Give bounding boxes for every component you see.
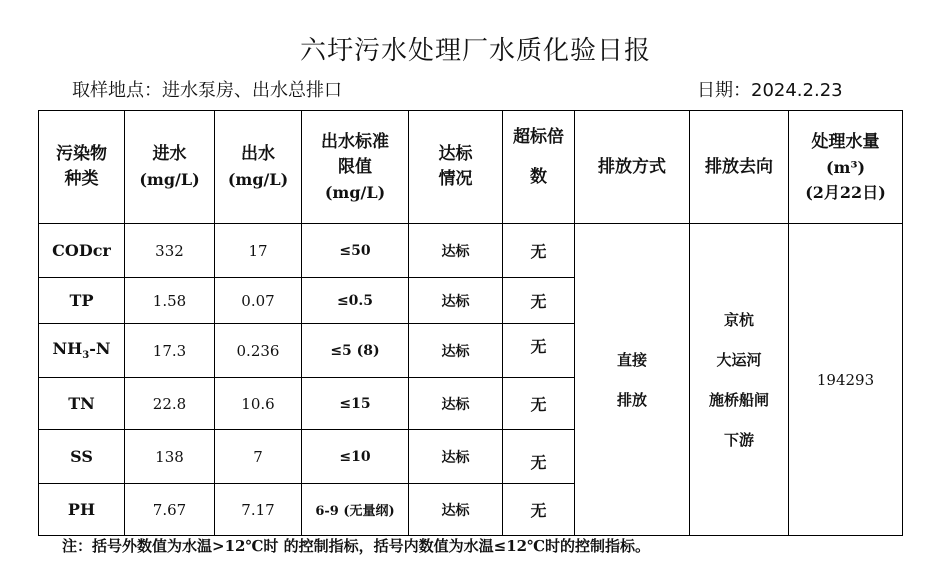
pollutant-name: SS bbox=[39, 430, 125, 484]
compliance-status: 达标 bbox=[409, 430, 503, 484]
standard-limit: 6-9 (无量纲) bbox=[302, 484, 409, 536]
exceed-multiple: 无 bbox=[503, 224, 575, 278]
compliance-status: 达标 bbox=[409, 324, 503, 378]
outflow-value: 0.07 bbox=[215, 278, 302, 324]
pollutant-name: TN bbox=[39, 378, 125, 430]
outflow-value: 7 bbox=[215, 430, 302, 484]
inflow-value: 7.67 bbox=[125, 484, 215, 536]
standard-limit: ≤0.5 bbox=[302, 278, 409, 324]
inflow-value: 332 bbox=[125, 224, 215, 278]
exceed-multiple: 无 bbox=[503, 278, 575, 324]
header-row bbox=[39, 111, 903, 224]
pollutant-name: CODcr bbox=[39, 224, 125, 278]
header-outflow: 出水 (mg/L) bbox=[215, 111, 302, 224]
standard-limit: ≤5 (8) bbox=[302, 324, 409, 378]
standard-limit: ≤15 bbox=[302, 378, 409, 430]
treated-volume: 194293 bbox=[789, 224, 903, 536]
report-date: 日期：2024.2.23 bbox=[697, 80, 843, 101]
outflow-value: 17 bbox=[215, 224, 302, 278]
header-discharge-direction: 排放去向 bbox=[690, 111, 789, 224]
sampling-location: 取样地点：进水泵房、出水总排口 bbox=[72, 80, 342, 101]
water-quality-table bbox=[38, 110, 903, 536]
header-status: 达标 情况 bbox=[409, 111, 503, 224]
outflow-value: 10.6 bbox=[215, 378, 302, 430]
footnote: 注：括号外数值为水温>12℃时 的控制指标，括号内数值为水温≤12℃时的控制指标。 bbox=[62, 537, 651, 555]
header-inflow: 进水 (mg/L) bbox=[125, 111, 215, 224]
compliance-status: 达标 bbox=[409, 378, 503, 430]
compliance-status: 达标 bbox=[409, 224, 503, 278]
header-pollutant: 污染物 种类 bbox=[39, 111, 125, 224]
exceed-multiple: 无 bbox=[503, 430, 575, 484]
standard-limit: ≤10 bbox=[302, 430, 409, 484]
exceed-multiple: 无 bbox=[503, 378, 575, 430]
header-exceed: 超标倍 数 bbox=[503, 111, 575, 224]
exceed-multiple: 无 bbox=[503, 324, 575, 378]
header-discharge-method: 排放方式 bbox=[575, 111, 690, 224]
compliance-status: 达标 bbox=[409, 278, 503, 324]
inflow-value: 138 bbox=[125, 430, 215, 484]
header-volume: 处理水量 (m³) (2月22日) bbox=[789, 111, 903, 224]
inflow-value: 17.3 bbox=[125, 324, 215, 378]
report-title: 六圩污水处理厂水质化验日报 bbox=[299, 36, 651, 66]
pollutant-name: PH bbox=[39, 484, 125, 536]
inflow-value: 1.58 bbox=[125, 278, 215, 324]
inflow-value: 22.8 bbox=[125, 378, 215, 430]
discharge-direction: 京杭 大运河 施桥船闸 下游 bbox=[690, 224, 789, 536]
table-row bbox=[39, 224, 903, 278]
discharge-method: 直接 排放 bbox=[575, 224, 690, 536]
header-standard: 出水标准 限值 (mg/L) bbox=[302, 111, 409, 224]
pollutant-name: $NH_3-N$ bbox=[39, 324, 125, 378]
outflow-value: 0.236 bbox=[215, 324, 302, 378]
pollutant-name: TP bbox=[39, 278, 125, 324]
standard-limit: ≤50 bbox=[302, 224, 409, 278]
compliance-status: 达标 bbox=[409, 484, 503, 536]
exceed-multiple: 无 bbox=[503, 484, 575, 536]
outflow-value: 7.17 bbox=[215, 484, 302, 536]
